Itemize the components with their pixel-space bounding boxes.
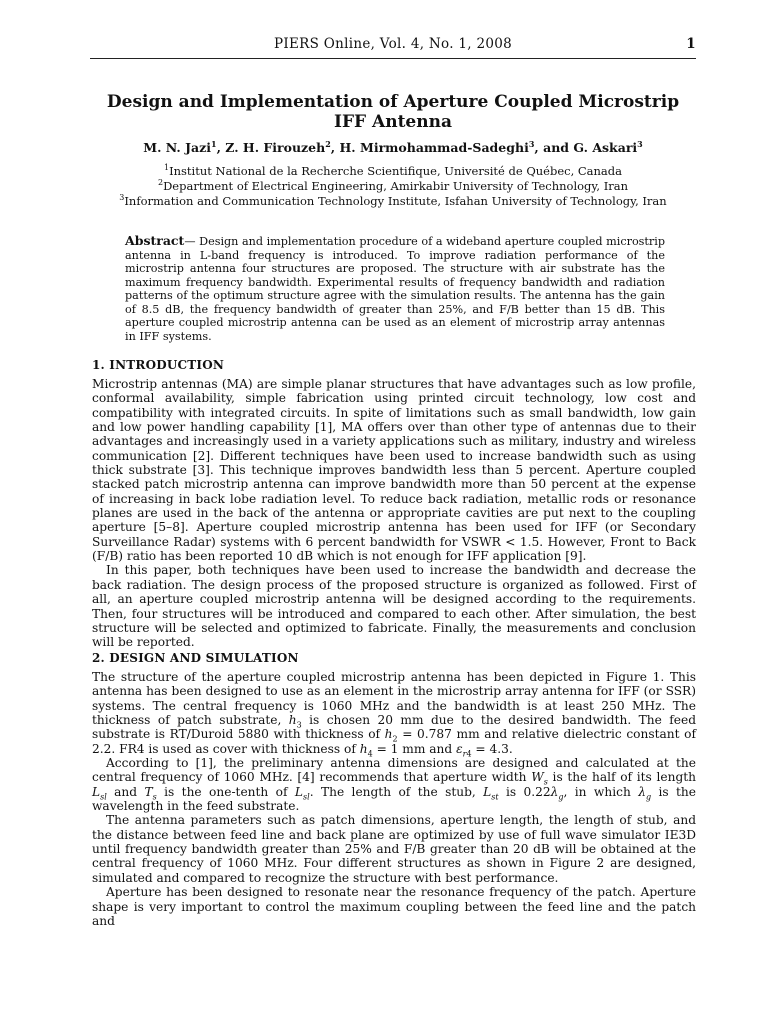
author-affil-mark: 3 [637, 138, 643, 149]
paragraph: The antenna parameters such as patch dimensions, aperture length, the length of stub, and the distance between feed line and back plane are optimized by use of full wave simulator IE3D until frequency bandwidth greater than 25% and F/B greater than 20 dB will be obtained at the central frequency of 1060 MHz. Four different structures as shown in Figure 2 are designed, simulated and compared to recognize the structure with best performance. [92, 813, 696, 885]
author-affil-mark: 1 [211, 138, 217, 149]
paragraph: Aperture has been designed to resonate near the resonance frequency of the patch. Aperture shape is very important to control the maximum coupling between the feed line and the patch and [92, 885, 696, 928]
author: M. N. Jazi [143, 140, 211, 155]
abstract-label: Abstract [125, 233, 185, 248]
author-affil-mark: 3 [528, 138, 535, 149]
introduction-body [92, 377, 696, 650]
author: Z. H. Firouzeh [225, 140, 326, 155]
affiliation: $^1$Institut National de la Recherche Scientifique, Université de Québec, Canada [163, 163, 623, 178]
author: G. Askari [573, 140, 638, 155]
paragraph: The structure of the aperture coupled microstrip antenna has been depicted in Figure 1. This antenna has been designed to use as an element in the microstrip array antenna for IFF (or SSR) systems. The central frequency is 1060 MHz and the bandwidth is at least 250 MHz. The thickness of patch substrate, $h_3$ is chosen 20 mm due to the desired bandwidth. The feed substrate is RT/Duroid 5880 with thickness of $h_2 = 0.787$ mm and relative dielectric constant of 2.2. FR4 is used as cover with thickness of $h_4 = 1$ mm and $\varepsilon_{r4} = 4.3$. [92, 670, 696, 759]
paper-title: Design and Implementation of Aperture Coupled Microstrip IFF Antenna [106, 92, 680, 132]
paragraph: According to [1], the preliminary antenna dimensions are designed and calculated at the central frequency of 1060 MHz. [4] recommends that aperture width $W_s$ is the half of its length $L_{sl}$ and $T_s$ is the one-tenth of $L_{sl}$. The length of the stub, $L_{st}$ is $0.22\lambda_g$, in which $\lambda_g$ is the wavelength in the feed substrate. [92, 756, 696, 814]
section-heading-introduction: 1. INTRODUCTION [92, 358, 225, 372]
design-body [92, 670, 696, 928]
paragraph: In this paper, both techniques have been used to increase the bandwidth and decrease the back radiation. The design process of the proposed structure is organized as followed. First of all, an aperture coupled microstrip antenna will be designed according to the requirements. Then, four structures will be introduced and compared to each other. After simulation, the best structure will be selected and optimized to fabricate. Finally, the measurements and conclusion will be reported. [92, 563, 696, 650]
author-affil-mark: 2 [325, 138, 331, 149]
journal-citation: PIERS Online, Vol. 4, No. 1, 2008 [273, 36, 513, 52]
paragraph: Microstrip antennas (MA) are simple planar structures that have advantages such as low profile, conformal availability, simple fabrication using printed circuit technology, low cost and compatibility with integrated circuits. In spite of limitations such as small bandwidth, low gain and low power handling capability [1], MA offers over than other type of antennas due to their advantages and increasingly used in a variety applications such as military, industry and wireless communication [2]. Different techniques have been used to increase bandwidth such as using thick substrate [3]. This technique improves bandwidth less than 5 percent. Aperture coupled stacked patch microstrip antenna can improve bandwidth more than 50 percent at the expense of increasing in back lobe radiation level. To reduce back radiation, metallic rods or resonance planes are used in the back of the antenna or appropriate cavities are put next to the coupling aperture [5–8]. Aperture coupled microstrip antenna has been used for IFF (or Secondary Surveillance Radar) systems with 6 percent bandwidth for VSWR < 1.5. However, Front to Back (F/B) ratio has been reported 10 dB which is not enough for IFF application [9]. [92, 377, 696, 564]
running-header [90, 36, 696, 59]
affiliation: $^3$Information and Communication Technology Institute, Isfahan University of Technology, Iran [119, 193, 667, 208]
abstract: Abstract— Design and implementation procedure of a wideband aperture coupled microstrip antenna in L-band frequency is introduced. To improve radiation performance of the microstrip antenna four structures are proposed. The structure with air substrate has the maximum frequency bandwidth. Experimental results of frequency bandwidth and radiation patterns of the optimum structure agree with the simulation results. The antenna has the gain of 8.5 dB, the frequency bandwidth of greater than 25%, and F/B better than 15 dB. This aperture coupled microstrip antenna can be used as an element of microstrip array antennas in IFF systems. [125, 233, 666, 343]
author: H. Mirmohammad-Sadeghi [339, 140, 529, 155]
page-number: 1 [686, 36, 696, 52]
abstract-text: Design and implementation procedure of a wideband aperture coupled microstrip antenna in L-band frequency is introduced. To improve radiation performance of the microstrip antenna four structures are proposed. The structure with air substrate has the maximum frequency bandwidth. Experimental results of frequency bandwidth and radiation patterns of the optimum structure agree with the simulation results. The antenna has the gain of 8.5 dB, the frequency bandwidth of greater than 25%, and F/B better than 15 dB. This aperture coupled microstrip antenna can be used as an element of microstrip array antennas in IFF systems. [125, 235, 666, 343]
author-list: M. N. Jazi$^1$, Z. H. Firouzeh$^2$, H. Mirmohammad-Sadeghi$^3$, and G. Askari$^3$ [143, 138, 643, 155]
affiliation: $^2$Department of Electrical Engineering, Amirkabir University of Technology, Iran [157, 178, 629, 193]
section-heading-design: 2. DESIGN AND SIMULATION [92, 651, 299, 665]
